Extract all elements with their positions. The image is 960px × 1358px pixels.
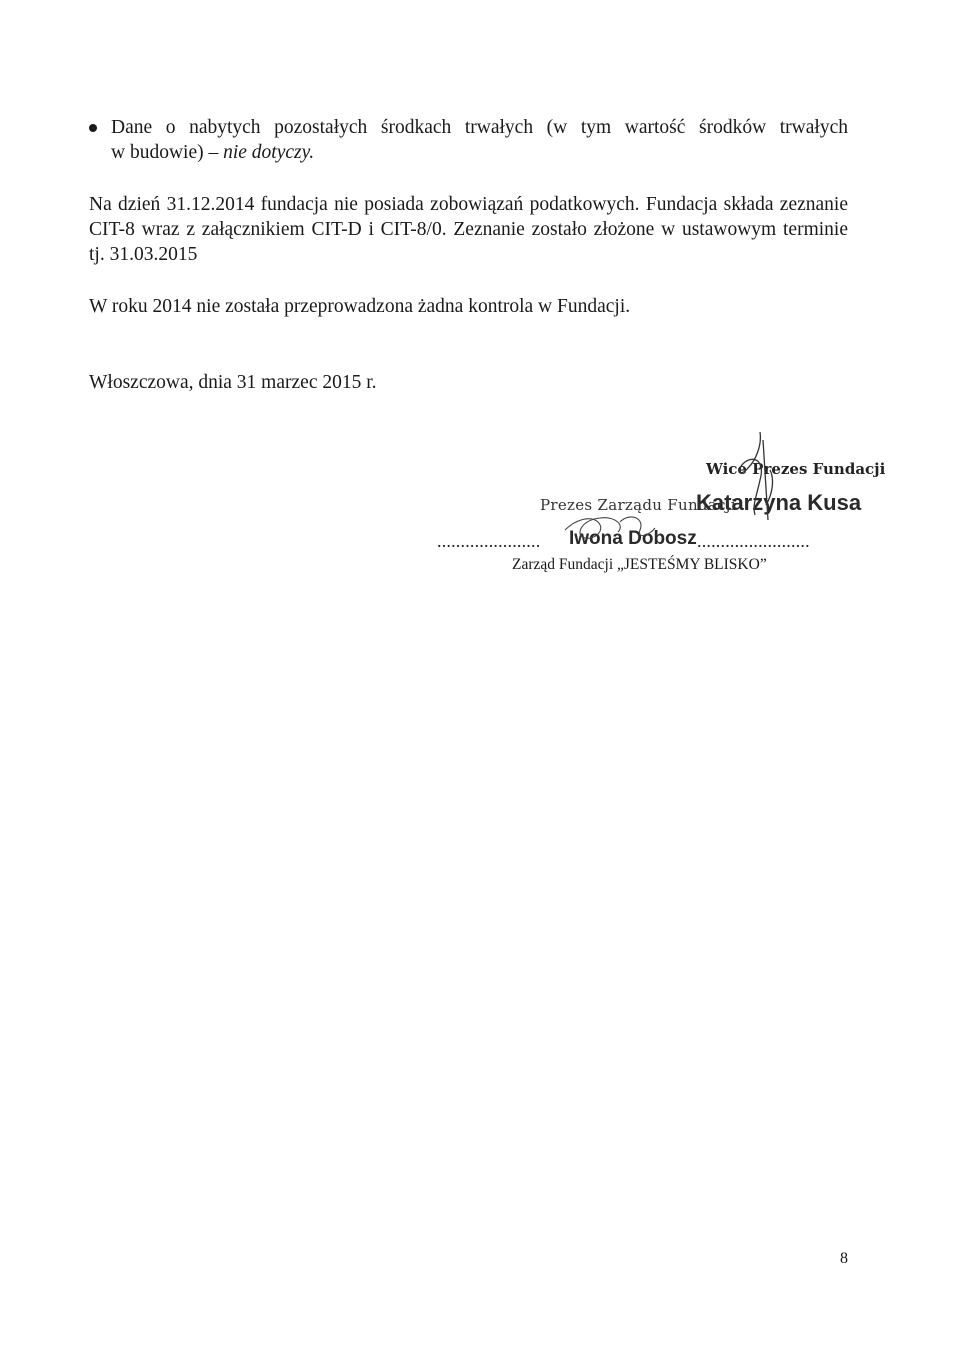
president-stamp-title: Prezes Zarządu Fundacji	[540, 496, 736, 514]
signature-dots-right: ........................	[697, 531, 810, 551]
bullet-text-italic: nie dotyczy.	[223, 142, 315, 163]
control-paragraph: W roku 2014 nie została przeprowadzona żadna kontrola w Fundacji.	[89, 296, 631, 317]
bullet-text-line1: Dane o nabytych pozostałych środkach trwałych (w tym wartość środków trwałych	[111, 117, 848, 138]
board-label: Zarząd Fundacji „JESTEŚMY BLISKO”	[512, 556, 767, 573]
president-stamp-name: Iwona Dobosz	[569, 528, 697, 549]
tax-paragraph-line3: tj. 31.03.2015	[89, 244, 198, 265]
signature-dots-left: ......................	[437, 531, 541, 551]
signature-vice-president	[739, 432, 772, 520]
signature-president	[565, 517, 655, 538]
handwritten-signatures	[0, 0, 960, 600]
tax-paragraph-line2: CIT-8 wraz z załącznikiem CIT-D i CIT-8/0. Zeznanie zostało złożone w ustawowym terminie	[89, 219, 848, 240]
vice-president-stamp-title: Wice Prezes Fundacji	[706, 460, 886, 478]
page-number: 8	[840, 1250, 848, 1267]
bullet-text-prefix: w budowie) –	[111, 142, 224, 163]
vice-president-stamp-name: Katarzyna Kusa	[696, 490, 862, 515]
place-date: Włoszczowa, dnia 31 marzec 2015 r.	[89, 372, 377, 393]
tax-paragraph-line1: Na dzień 31.12.2014 fundacja nie posiada zobowiązań podatkowych. Fundacja składa zeznanie	[89, 194, 848, 215]
